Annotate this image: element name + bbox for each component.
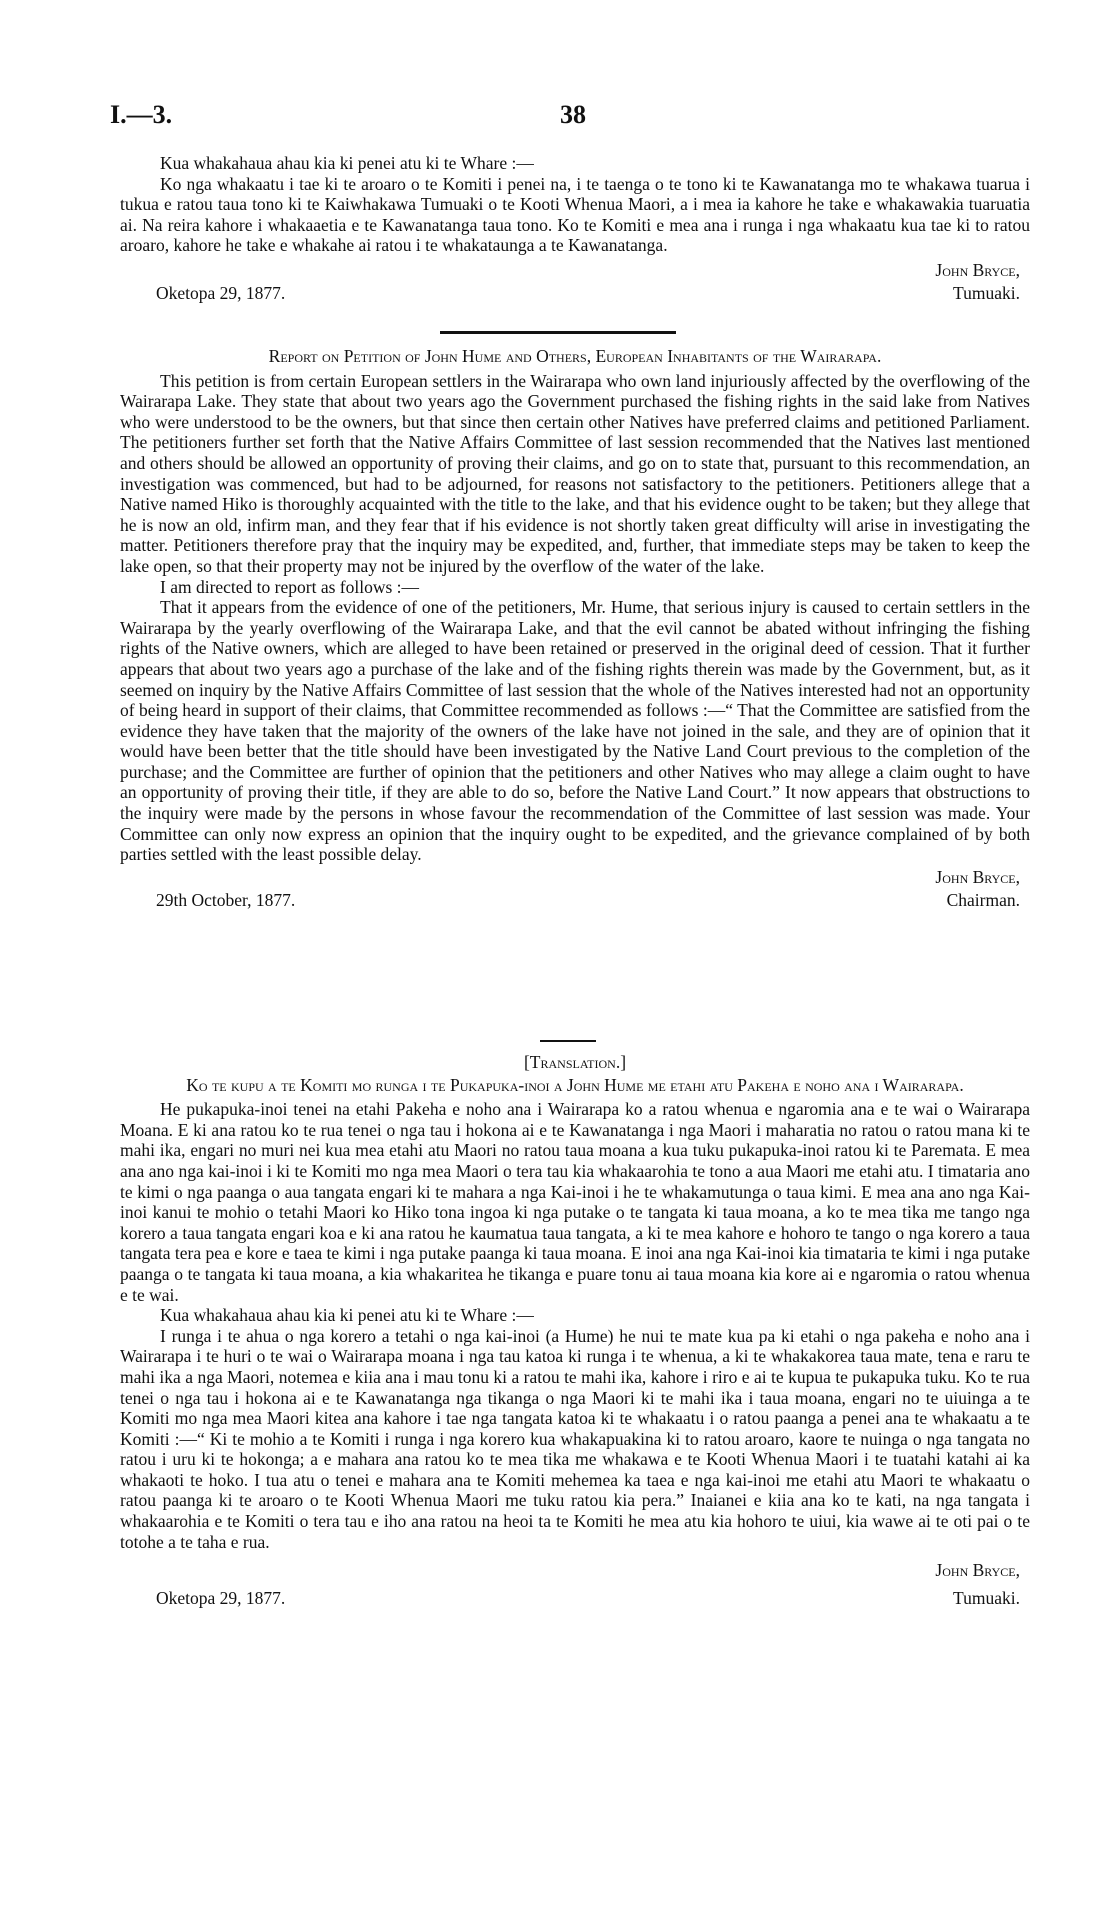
maori-note-date: Oketopa 29, 1877. [156,283,286,304]
report-date: 29th October, 1877. [156,890,296,911]
maori-note-body: Ko nga whakaatu i tae ki te aroaro o te Komiti i penei na, i te taenga o te tono ki te Kawanatanga mo te whakawa tuarua i tukua e ratou taua tono ki te Kaiwhakawa Tumuaki o te Kooti Whenua Maori, a i mea ia kahore he take e whakawakia tuaruatia ai. Na reira kahore i whakaaetia e te Kawanatanga taua tono. Ko te Komiti e mea ana i runga i nga whakaatu kua tae ki to ratou aroaro, kahore he take e whakahe ai ratou i te whakataunga a te Kawanatanga. [120,173,1030,256]
translation-paragraph-2: Kua whakahaua ahau kia ki penei atu ki te Whare :— [160,1305,534,1326]
translation-role: Tumuaki. [953,1587,1020,1608]
translation-paragraph-1: He pukapuka-inoi tenei na etahi Pakeha e noho ana i Wairarapa ko a ratou whenua e ngaromia ana e te wai o Wairarapa Moana. E ki ana ratou ko te rua tenei o nga tau i hokona ai e te Kawanatanga i nga Maori i maharatia no ratou o ratou mana ki te mahi ika, engari no muri nei kua mea etahi atu Maori no ratou taua moana a kua tuku pukapuka-inoi ratou ki te Paremata. E mea ana ano nga kai-inoi i ki te Komiti mo nga mea Maori o tera tau kia whakaarohia te tono a aua Maori me etahi atu. I timataria ano te kimi o nga paanga o aua tangata engari ki te mahara a nga Kai-inoi i he te whakamutunga o taua kimi. E mea ana ano nga Kai-inoi kanui te mohio o tetahi Maori ko Hiko tona ingoa ki nga putake o te tangata ki taua moana, a ko te mea tika me tango nga korero a taua tangata engari koa e ki ana ratou he kaumatua taua tangata, a ki te mea kahore e hohoro te tango o nga korero a taua tangata tera pea e kore e taea te kimi i nga putake paanga ki taua moana. E inoi ana nga Kai-inoi kia timataria te kimi i nga putake paanga o te tangata ki taua moana, a kia whakaritea he tikanga e puare tonu ai taua moana kia kore ai e ngaromia o ratou whenua e te wai. [120,1099,1030,1305]
report-signature [120,867,1030,911]
report-paragraph-2: I am directed to report as follows :— [160,576,420,597]
translation-title: Ko te kupu a te Komiti mo runga i te Pukapuka-inoi a John Hume me etahi atu Pakeha e noho ana i Wairarapa. [186,1074,964,1095]
maori-note-section [120,153,1030,304]
short-divider [540,1040,596,1042]
report-paragraph-3: That it appears from the evidence of one of the petitioners, Mr. Hume, that serious injury is caused to certain settlers in the Wairarapa by the yearly overflowing of the Wairarapa Lake, and that the evil cannot be abated without infringing the fishing rights of the Native owners, which are alleged to have been retained or preserved in the original deed of cession. That it further appears that about two years ago a purchase of the lake and of the fishing rights therein was made by the Government, but, as it seemed on inquiry by the Native Affairs Committee of last session that the whole of the Natives interested had not an opportunity of being heard in support of their claims, that Committee recommended as follows :—“ That the Committee are satisfied from the evidence they have taken that the majority of the owners of the lake have not joined in the sale, and they are of opinion that it would have been better that the title should have been investigated by the Native Land Court previous to the completion of the purchase; and the Committee are further of opinion that the petitioners and other Natives who may allege a claim ought to have an opportunity of proving their title, if they are able to do so, before the Native Land Court.” It now appears that obstructions to the inquiry were made by the persons in whose favour the recommendation of the Committee of last session was made. Your Committee can only now express an opinion that the inquiry ought to be expedited, and the grievance complained of by both parties settled with the least possible delay. [120,597,1030,865]
maori-note-signatory: John Bryce, [935,259,1020,280]
report-section [120,346,1030,911]
maori-note-intro: Kua whakahaua ahau kia ki penei atu ki te Whare :— [160,153,534,173]
maori-note-signature [120,260,1030,304]
section-divider [440,331,676,334]
translation-label: [Translation.] [523,1052,627,1072]
translation-section [120,1052,1030,1608]
report-title: Report on Petition of John Hume and Others, European Inhabitants of the Wairarapa. [268,346,882,366]
translation-paragraph-3: I runga i te ahua o nga korero a tetahi o nga kai-inoi (a Hume) he nui te mate kua pa ki etahi o nga pakeha e noho ana i Wairarapa i te huri o te wai o Wairarapa moana i nga tau katoa ki runga i te whenua, a ki te whakakorea taua mate, tena e raru te mahi ika a nga Maori, notemea e kiia ana i mau tonu ki a ratou te mahi ika, kahore i riro e ai te kupua te pukapuka tuku. Ko te rua tenei o nga tau i hokona ai e te Kawanatanga nga tikanga o nga Maori ki te mahi ika i taua moana, engari no te uiuinga a te Komiti mo nga mea Maori kitea ana kahore i tae nga tangata katoa ki te whakaatu i o ratou paanga a penei ana te whakaatu a te Komiti :—“ Ki te mohio a te Komiti i runga i nga korero kua whakapuakina ki to ratou aroaro, kaore te nuinga o nga tangata no ratou i uru ki te hokonga; a e mahara ana ratou ko te mea tika me whakawa e te Kooti Whenua Maori i te tuatahi katahi ai ka whakaoti te hoko. I tua atu o tenei e mahara ana te Komiti mehemea ka taea e nga kai-inoi me etahi atu Maori te whakaatu o ratou paanga ki te aroaro o te Kooti Whenua Maori me tuku ratou kia pera.” Inaianei e kiia ana ko te kati, na nga tangata i whakaarohia e te Komiti o tera tau e iho ana ratou na heoi ta te Komiti he mea atu kia hohoro te uiui, kia wawe ai te oti pai o te totohe a te taha e rua. [120,1325,1030,1552]
translation-signatory: John Bryce, [935,1560,1020,1581]
page-header [110,100,1030,140]
maori-note-role: Tumuaki. [953,283,1020,304]
report-role: Chairman. [946,890,1020,911]
paper-reference: I.—3. [110,100,173,129]
translation-date: Oketopa 29, 1877. [156,1587,286,1608]
report-signatory: John Bryce, [935,866,1020,887]
translation-signature [120,1560,1030,1608]
report-paragraph-1: This petition is from certain European settlers in the Wairarapa who own land injuriously affected by the overflowing of the Wairarapa Lake. They state that about two years ago the Government purchased the fishing rights in the said lake from Natives who were understood to be the owners, but that since then certain other Natives have preferred claims and petitioned Parliament. The petitioners further set forth that the Native Affairs Committee of last session recommended that the Natives last mentioned and others should be allowed an opportunity of proving their claims, and go on to state that, pursuant to this recommendation, an investigation was commenced, but had to be adjourned, for reasons not satisfactory to the petitioners. Petitioners allege that a Native named Hiko is thoroughly acquainted with the title to the lake, and that his evidence ought to be taken; but they allege that he is now an old, infirm man, and they fear that if his evidence is not shortly taken great difficulty will arise in investigating the matter. Petitioners therefore pray that the inquiry may be expedited, and, further, that immediate steps may be taken to keep the lake open, so that their property may not be injured by the overflow of the water of the lake. [120,370,1030,576]
page-number: 38 [560,100,586,129]
